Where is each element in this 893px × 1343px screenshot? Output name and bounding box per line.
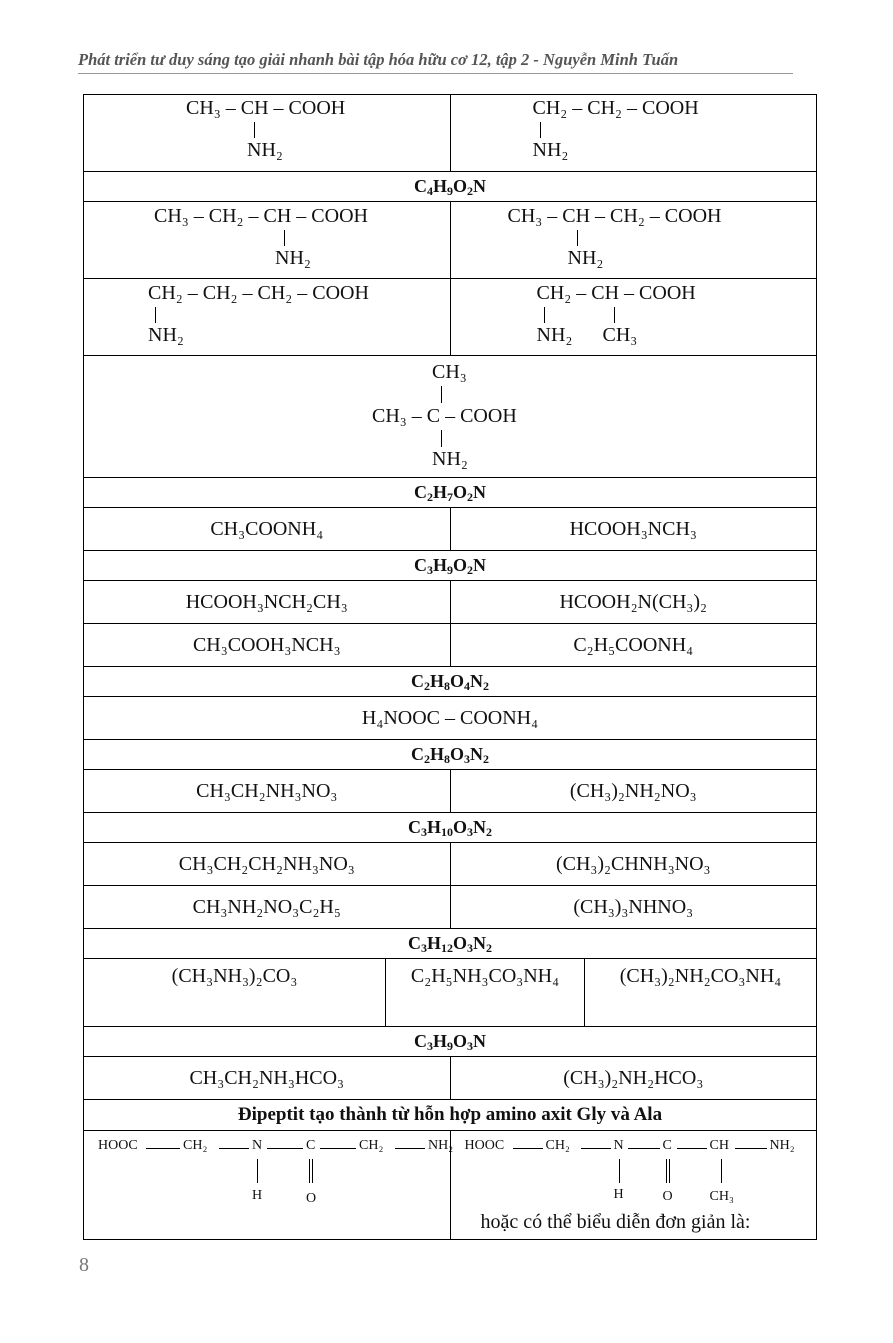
bond-line: [544, 307, 545, 323]
formula-heading: $C_2H_8O_4N_2$: [410, 671, 490, 693]
bond-line: [320, 1148, 356, 1149]
bond-line: [735, 1148, 767, 1149]
bond-line: [628, 1148, 660, 1149]
ch2-group: CH₂: [183, 1138, 208, 1153]
formula-cell: CH₃CH₂NH₃NO₃: [196, 779, 338, 802]
formula-cell: CH₃CH₂CH₂NH₃NO₃: [178, 852, 355, 875]
bond-line: [721, 1159, 722, 1183]
bond-line: [395, 1148, 425, 1149]
bond-line: [581, 1148, 611, 1149]
formula-cell: HCOOH₃NCH₃: [450, 508, 817, 550]
formula-substituent: NH₂: [247, 139, 283, 161]
bond-line: [619, 1159, 620, 1183]
formula-substituent: NH₂: [567, 247, 604, 269]
formula-heading: $C_3H_{12}O_3N_2$: [407, 933, 493, 955]
table-row: [84, 550, 816, 580]
c-atom: C: [306, 1138, 316, 1153]
page-header: Phát triển tư duy sáng tạo giải nhanh bài tập hóa hữu cơ 12, tập 2 - Nguyễn Minh Tuấn: [78, 50, 679, 69]
formula-main: CH₃ – CH₂ – CH – COOH: [154, 205, 368, 227]
table-row: [84, 171, 816, 201]
nh2-group: NH₂: [428, 1138, 454, 1153]
formula-main: CH₃ – CH – CH₂ – COOH: [507, 205, 722, 227]
dipeptide-left-cell: [84, 1131, 454, 1239]
n-atom: N: [252, 1138, 263, 1153]
o-atom: O: [662, 1189, 673, 1204]
formula-cell: (CH₃)₂NH₂HCO₃: [450, 1057, 817, 1099]
bond-line: [577, 230, 578, 246]
table-row: [84, 278, 816, 355]
bond-line: [146, 1148, 180, 1149]
nh2-group: NH₂: [769, 1138, 795, 1153]
formula-substituent: CH₃: [602, 324, 638, 346]
table-row: [84, 477, 816, 507]
bond-line: [284, 230, 285, 246]
formula-heading: $C_2H_7O_2N$: [413, 482, 487, 504]
page-number: 8: [79, 1254, 89, 1276]
header-rule: [78, 73, 793, 74]
bond-line: [614, 307, 615, 323]
bond-line: [677, 1148, 707, 1149]
table-row: [84, 623, 816, 666]
formula-substituent: NH₂: [536, 324, 573, 346]
formula-cell: (CH₃)₃NHNO₃: [450, 886, 817, 928]
table-row: [84, 1099, 816, 1130]
bond-line: [219, 1148, 249, 1149]
formula-heading: $C_3H_{10}O_3N_2$: [407, 817, 493, 839]
formula-cell: (CH₃)₂CHNH₃NO₃: [450, 843, 817, 885]
formula-cell: [84, 356, 816, 477]
bond-line: [155, 307, 156, 323]
formula-cell: [84, 95, 450, 171]
bond-line: [441, 386, 442, 403]
table-row: [84, 580, 816, 623]
formula-cell: HCOOH₂N(CH₃)₂: [450, 581, 817, 623]
ch3-group: CH₃: [709, 1189, 734, 1204]
ch2-group: CH₂: [545, 1138, 570, 1153]
bond-line: [254, 122, 255, 138]
bond-line: [441, 430, 442, 447]
double-bond: [309, 1159, 313, 1183]
table-row: [84, 1130, 816, 1239]
table-row: [84, 812, 816, 842]
c-atom: C: [662, 1138, 672, 1153]
bond-line: [267, 1148, 303, 1149]
table-row: [84, 1056, 816, 1099]
table-row: [84, 666, 816, 696]
o-atom: O: [306, 1191, 317, 1206]
table-row: [84, 769, 816, 812]
formula-cell: CH₃NH₂NO₃C₂H₅: [192, 895, 341, 918]
formula-cell: CH₃COOH₃NCH₃: [192, 633, 341, 656]
formula-heading: $C_4H_9O_2N$: [413, 176, 487, 198]
h-atom: H: [613, 1187, 624, 1202]
formula-cell: [450, 202, 817, 278]
table-row: [84, 958, 816, 1026]
bond-line: [257, 1159, 258, 1183]
formula-heading: $C_3H_9O_2N$: [413, 555, 487, 577]
table-row: [84, 842, 816, 885]
formula-cell: HCOOH₃NCH₂CH₃: [185, 590, 348, 613]
formula-main: CH₃ – C – COOH: [372, 405, 517, 427]
formula-heading: $C_2H_8O_3N_2$: [410, 744, 490, 766]
hooc-group: HOOC: [98, 1138, 138, 1153]
formula-main: CH₃ – CH – COOH: [186, 97, 346, 119]
dipeptide-note: hoặc có thể biểu diễn đơn giản là:: [480, 1211, 751, 1233]
table-row: [84, 739, 816, 769]
formula-top: CH₃: [432, 361, 467, 383]
double-bond: [666, 1159, 670, 1183]
dipeptide-right-cell: [450, 1131, 817, 1239]
table-row: [84, 201, 816, 278]
formula-table: [83, 94, 817, 1240]
hooc-group: HOOC: [464, 1138, 505, 1153]
formula-cell: (CH₃)₂NH₂CO₃NH₄: [584, 959, 816, 1026]
formula-cell: C₂H₅COONH₄: [450, 624, 817, 666]
formula-substituent: NH₂: [432, 448, 468, 470]
formula-main: CH₂ – CH₂ – CH₂ – COOH: [148, 282, 369, 304]
bond-line: [540, 122, 541, 138]
table-row: [84, 928, 816, 958]
table-row: [84, 355, 816, 477]
formula-cell: (CH₃NH₃)₂CO₃: [171, 965, 298, 987]
formula-main: CH₂ – CH – COOH: [536, 282, 696, 304]
formula-cell: (CH₃)₂NH₂NO₃: [450, 770, 817, 812]
table-row: [84, 885, 816, 928]
formula-cell: H₄NOOC – COONH₄: [361, 706, 539, 729]
h-atom: H: [252, 1188, 263, 1203]
formula-cell: [450, 95, 817, 171]
formula-heading: $C_3H_9O_3N$: [413, 1031, 487, 1053]
formula-cell: [84, 279, 450, 355]
n-atom: N: [613, 1138, 624, 1153]
ch2-group: CH₂: [359, 1138, 384, 1153]
formula-cell: CH₃CH₂NH₃HCO₃: [189, 1066, 345, 1089]
formula-substituent: NH₂: [275, 247, 311, 269]
dipeptide-heading: Đipeptit tạo thành từ hỗn hợp amino axit Gly và Ala: [237, 1104, 663, 1125]
formula-cell: CH₃COONH₄: [210, 517, 324, 540]
table-row: [84, 95, 816, 171]
formula-cell: [84, 202, 450, 278]
table-row: [84, 696, 816, 739]
formula-cell: [450, 279, 817, 355]
formula-cell: C₂H₅NH₃CO₃NH₄: [385, 959, 584, 1026]
formula-substituent: NH₂: [532, 139, 569, 161]
table-row: [84, 507, 816, 550]
ch-group: CH: [709, 1138, 729, 1153]
table-row: [84, 1026, 816, 1056]
formula-substituent: NH₂: [148, 324, 184, 346]
bond-line: [513, 1148, 543, 1149]
formula-main: CH₂ – CH₂ – COOH: [532, 97, 699, 119]
